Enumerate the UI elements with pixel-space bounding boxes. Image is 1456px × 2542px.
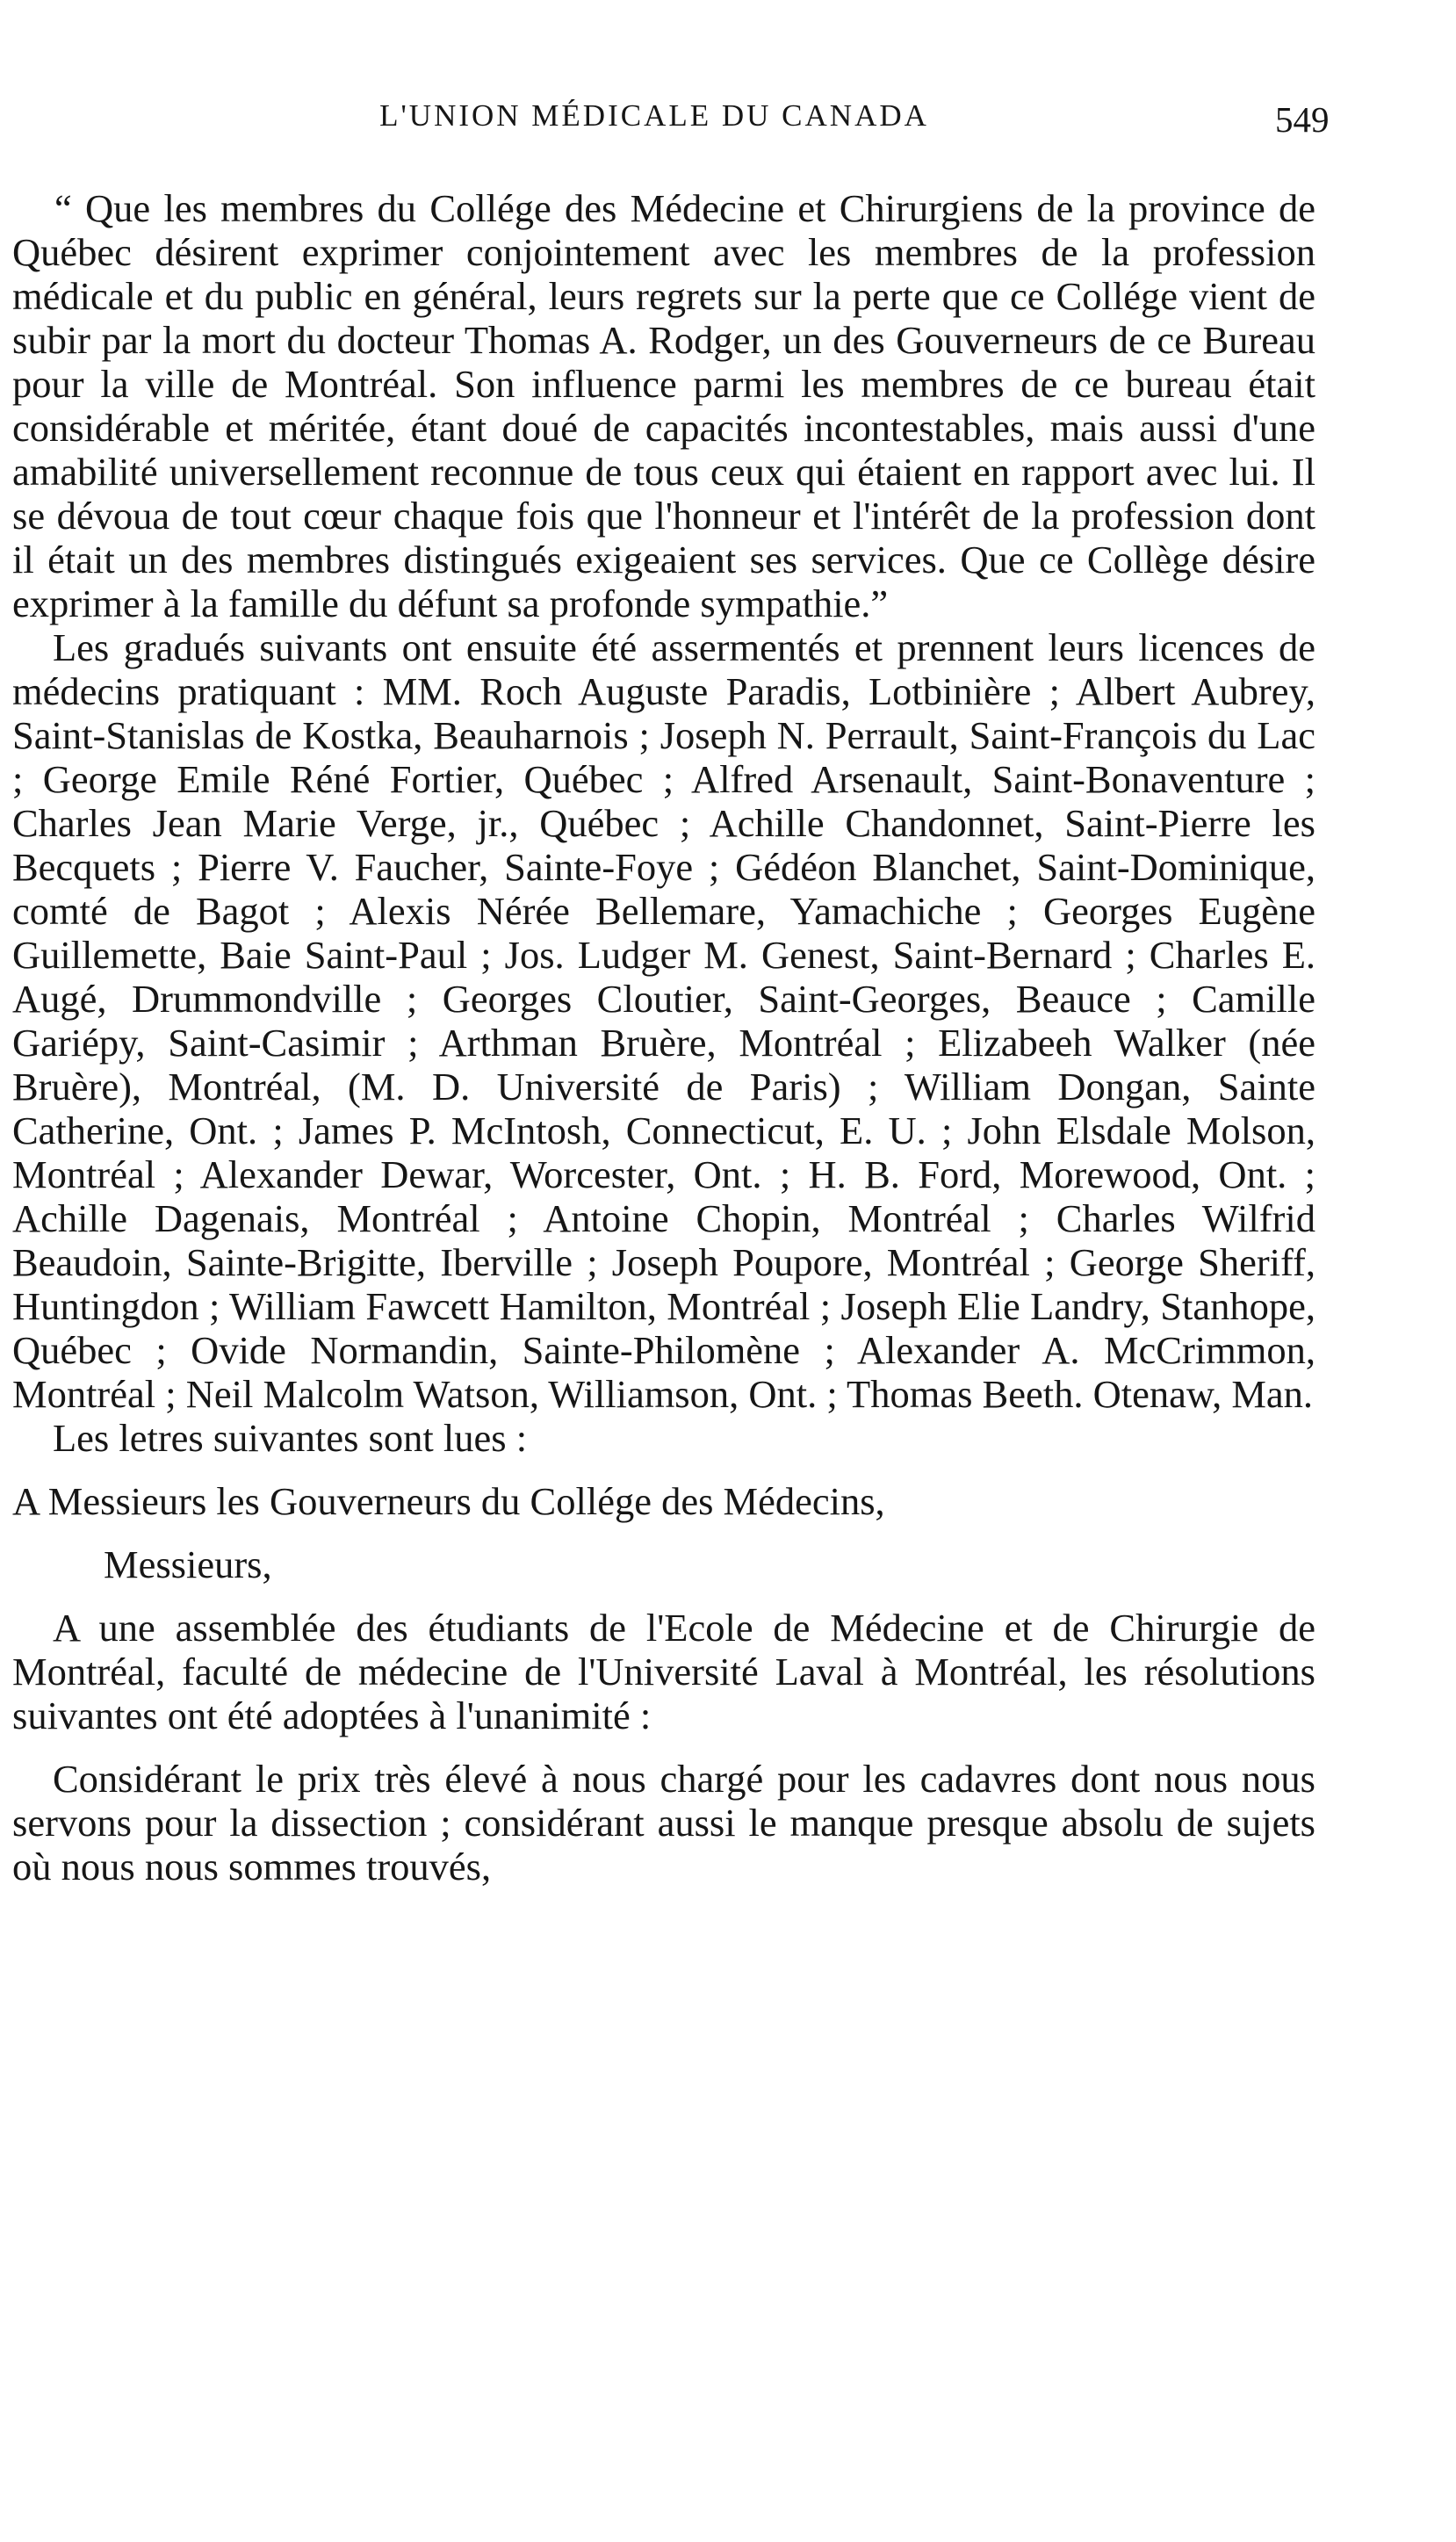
page-number: 549 <box>1275 99 1330 140</box>
running-head <box>0 98 1456 151</box>
paragraph-letters-intro: Les letres suivantes sont lues : <box>53 1416 528 1460</box>
letter-salutation: Messieurs, <box>104 1542 272 1586</box>
paragraph-graduates-list: Les gradués suivants ont ensuite été assermentés et prennent leurs licences de médecins pratiquant : MM. Roch Auguste Paradis, Lotbinière ; Albert Aubrey, Saint-Stanislas de Kostka, Beauharnois ; Joseph N. Perrault, Saint-François du Lac ; George Emile Réné Fortier, Québec ; Alfred Arsenault, Saint-Bonaventure ; Charles Jean Marie Verge, jr., Québec ; Achille Chandonnet, Saint-Pierre les Becquets ; Pierre V. Faucher, Sainte-Foye ; Gédéon Blanchet, Saint-Dominique, comté de Bagot ; Alexis Nérée Bellemare, Yamachiche ; Georges Eugène Guillemette, Baie Saint-Paul ; Jos. Ludger M. Genest, Saint-Bernard ; Charles E. Augé, Drummondville ; Georges Cloutier, Saint-Georges, Beauce ; Camille Gariépy, Saint-Casimir ; Arthman Bruère, Montréal ; Elizabeeh Walker (née Bruère), Montréal, (M. D. Université de Paris) ; William Dongan, Sainte Catherine, Ont. ; James P. McIntosh, Connecticut, E. U. ; John Elsdale Molson, Montréal ; Alexander Dewar, Worcester, Ont. ; H. B. Ford, Morewood, Ont. ; Achille Dagenais, Montréal ; Antoine Chopin, Montréal ; Charles Wilfrid Beaudoin, Sainte-Brigitte, Iberville ; Joseph Poupore, Montréal ; George Sheriff, Huntingdon ; William Fawcett Hamilton, Montréal ; Joseph Elie Landry, Stanhope, Québec ; Ovide Normandin, Sainte-Philomène ; Alexander A. McCrimmon, Montréal ; Neil Malcolm Watson, Williamson, Ont. ; Thomas Beeth. Otenaw, Man. <box>12 625 1315 1416</box>
body-text <box>12 186 1315 1888</box>
running-title: L'UNION MÉDICALE DU CANADA <box>379 98 929 133</box>
letter-address: A Messieurs les Gouverneurs du Collége des Médecins, <box>12 1479 885 1523</box>
paragraph-considering: Considérant le prix très élevé à nous chargé pour les cadavres dont nous nous servons pour la dissection ; considérant aussi le manque presque absolu de sujets où nous nous sommes trouvés, <box>12 1757 1315 1888</box>
paragraph-resolution-quote: “ Que les membres du Collége des Médecine et Chirurgiens de la province de Québec désirent exprimer conjointement avec les membres de la profession médicale et du public en général, leurs regrets sur la perte que ce Collége vient de subir par la mort du docteur Thomas A. Rodger, un des Gouverneurs de ce Bureau pour la ville de Montréal. Son influence parmi les membres de ce bureau était considérable et méritée, étant doué de capacités incontestables, mais aussi d'une amabilité universellement reconnue de tous ceux qui étaient en rapport avec lui. Il se dévoua de tout cœur chaque fois que l'honneur et l'intérêt de la profession dont il était un des membres distingués exigeaient ses services. Que ce Collège désire exprimer à la famille du défunt sa profonde sympathie.” <box>12 186 1315 625</box>
paragraph-student-assembly: A une assemblée des étudiants de l'Ecole de Médecine et de Chirurgie de Montréal, faculté de médecine de l'Université Laval à Montréal, les résolutions suivantes ont été adoptées à l'unanimité : <box>12 1606 1315 1737</box>
